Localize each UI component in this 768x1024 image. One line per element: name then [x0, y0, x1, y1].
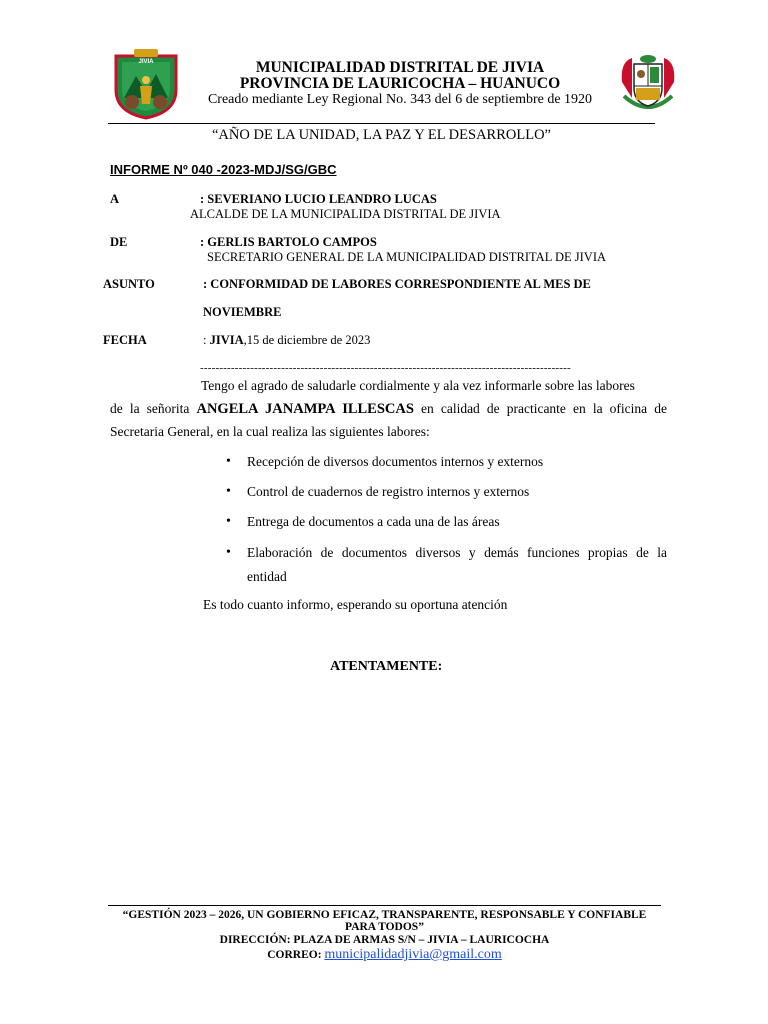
to-label: A: [110, 192, 120, 206]
to-name: : SEVERIANO LUCIO LEANDRO LUCAS: [200, 192, 437, 206]
list-item: Recepción de diversos documentos internos y externos: [247, 454, 544, 469]
report-title: INFORME Nº 040 -2023-MDJ/SG/GBC: [110, 162, 337, 177]
list-item: Elaboración de documentos diversos y demás funciones propias de la: [247, 545, 667, 560]
logo-caption: JIVIA: [138, 59, 154, 65]
footer-address: DIRECCIÓN: PLAZA DE ARMAS S/N – JIVIA – LAURICOCHA: [219, 934, 550, 946]
list-item-continuation: entidad: [247, 569, 287, 584]
subject-line2: NOVIEMBRE: [203, 305, 282, 319]
date-place: JIVIA: [209, 333, 244, 347]
body-line-1: Tengo el agrado de saludarle cordialmente y ala vez informarle sobre las labores: [201, 378, 635, 393]
footer-divider: [108, 905, 661, 906]
from-label: DE: [110, 235, 128, 249]
bullet-dot: •: [226, 454, 231, 469]
body-line-3: Secretaria General, en la cual realiza las siguientes labores:: [110, 424, 430, 439]
municipal-shield-logo: [110, 46, 182, 120]
header-province: PROVINCIA DE LAURICOCHA – HUANUCO: [239, 75, 561, 92]
header-divider: [108, 123, 655, 124]
list-item: Control de cuadernos de registro internos y externos: [247, 484, 530, 499]
body-line-2: [110, 401, 667, 418]
from-name: : GERLIS BARTOLO CAMPOS: [200, 235, 377, 249]
subject-label: ASUNTO: [103, 277, 155, 291]
footer-slogan-2: PARA TODOS”: [345, 921, 424, 933]
footer-contact: [108, 948, 661, 962]
email-label: CORREO:: [267, 949, 325, 961]
body-line-2-post: en calidad de practicante en la oficina de: [413, 401, 667, 416]
date-prefix: :: [203, 333, 210, 347]
closing-sentence: Es todo cuanto informo, esperando su oportuna atención: [203, 597, 508, 612]
sign-off: ATENTAMENTE:: [330, 659, 443, 674]
practicante-name: ANGELA JANAMPA ILLESCAS: [196, 401, 414, 417]
email-link[interactable]: municipalidadjivia@gmail.com: [324, 947, 502, 962]
date-value: [203, 333, 370, 348]
list-item: Entrega de documentos a cada una de las áreas: [247, 514, 500, 529]
from-role: SECRETARIO GENERAL DE LA MUNICIPALIDAD DISTRITAL DE JIVIA: [207, 250, 607, 264]
separator-line: ------------------------------------------------------------------------------------------------: [200, 362, 571, 374]
date-rest: ,15 de diciembre de 2023: [243, 333, 371, 347]
to-role: ALCALDE DE LA MUNICIPALIDA DISTRITAL DE JIVIA: [190, 207, 501, 221]
header-municipality: MUNICIPALIDAD DISTRITAL DE JIVIA: [255, 59, 545, 76]
bullet-dot: •: [226, 484, 231, 499]
national-coat-of-arms: [618, 52, 678, 118]
year-motto: “AÑO DE LA UNIDAD, LA PAZ Y EL DESARROLLO”: [212, 127, 551, 143]
footer-slogan-1: “GESTIÓN 2023 – 2026, UN GOBIERNO EFICAZ, TRANSPARENTE, RESPONSABLE Y CONFIABLE: [122, 909, 647, 921]
bullet-dot: •: [226, 514, 231, 529]
body-line-2-pre: de la señorita: [110, 401, 197, 416]
subject-line1: : CONFORMIDAD DE LABORES CORRESPONDIENTE AL MES DE: [203, 277, 591, 291]
date-label: FECHA: [103, 333, 147, 347]
bullet-dot: •: [226, 545, 231, 560]
header-creation-law: Creado mediante Ley Regional No. 343 del 6 de septiembre de 1920: [207, 92, 593, 107]
